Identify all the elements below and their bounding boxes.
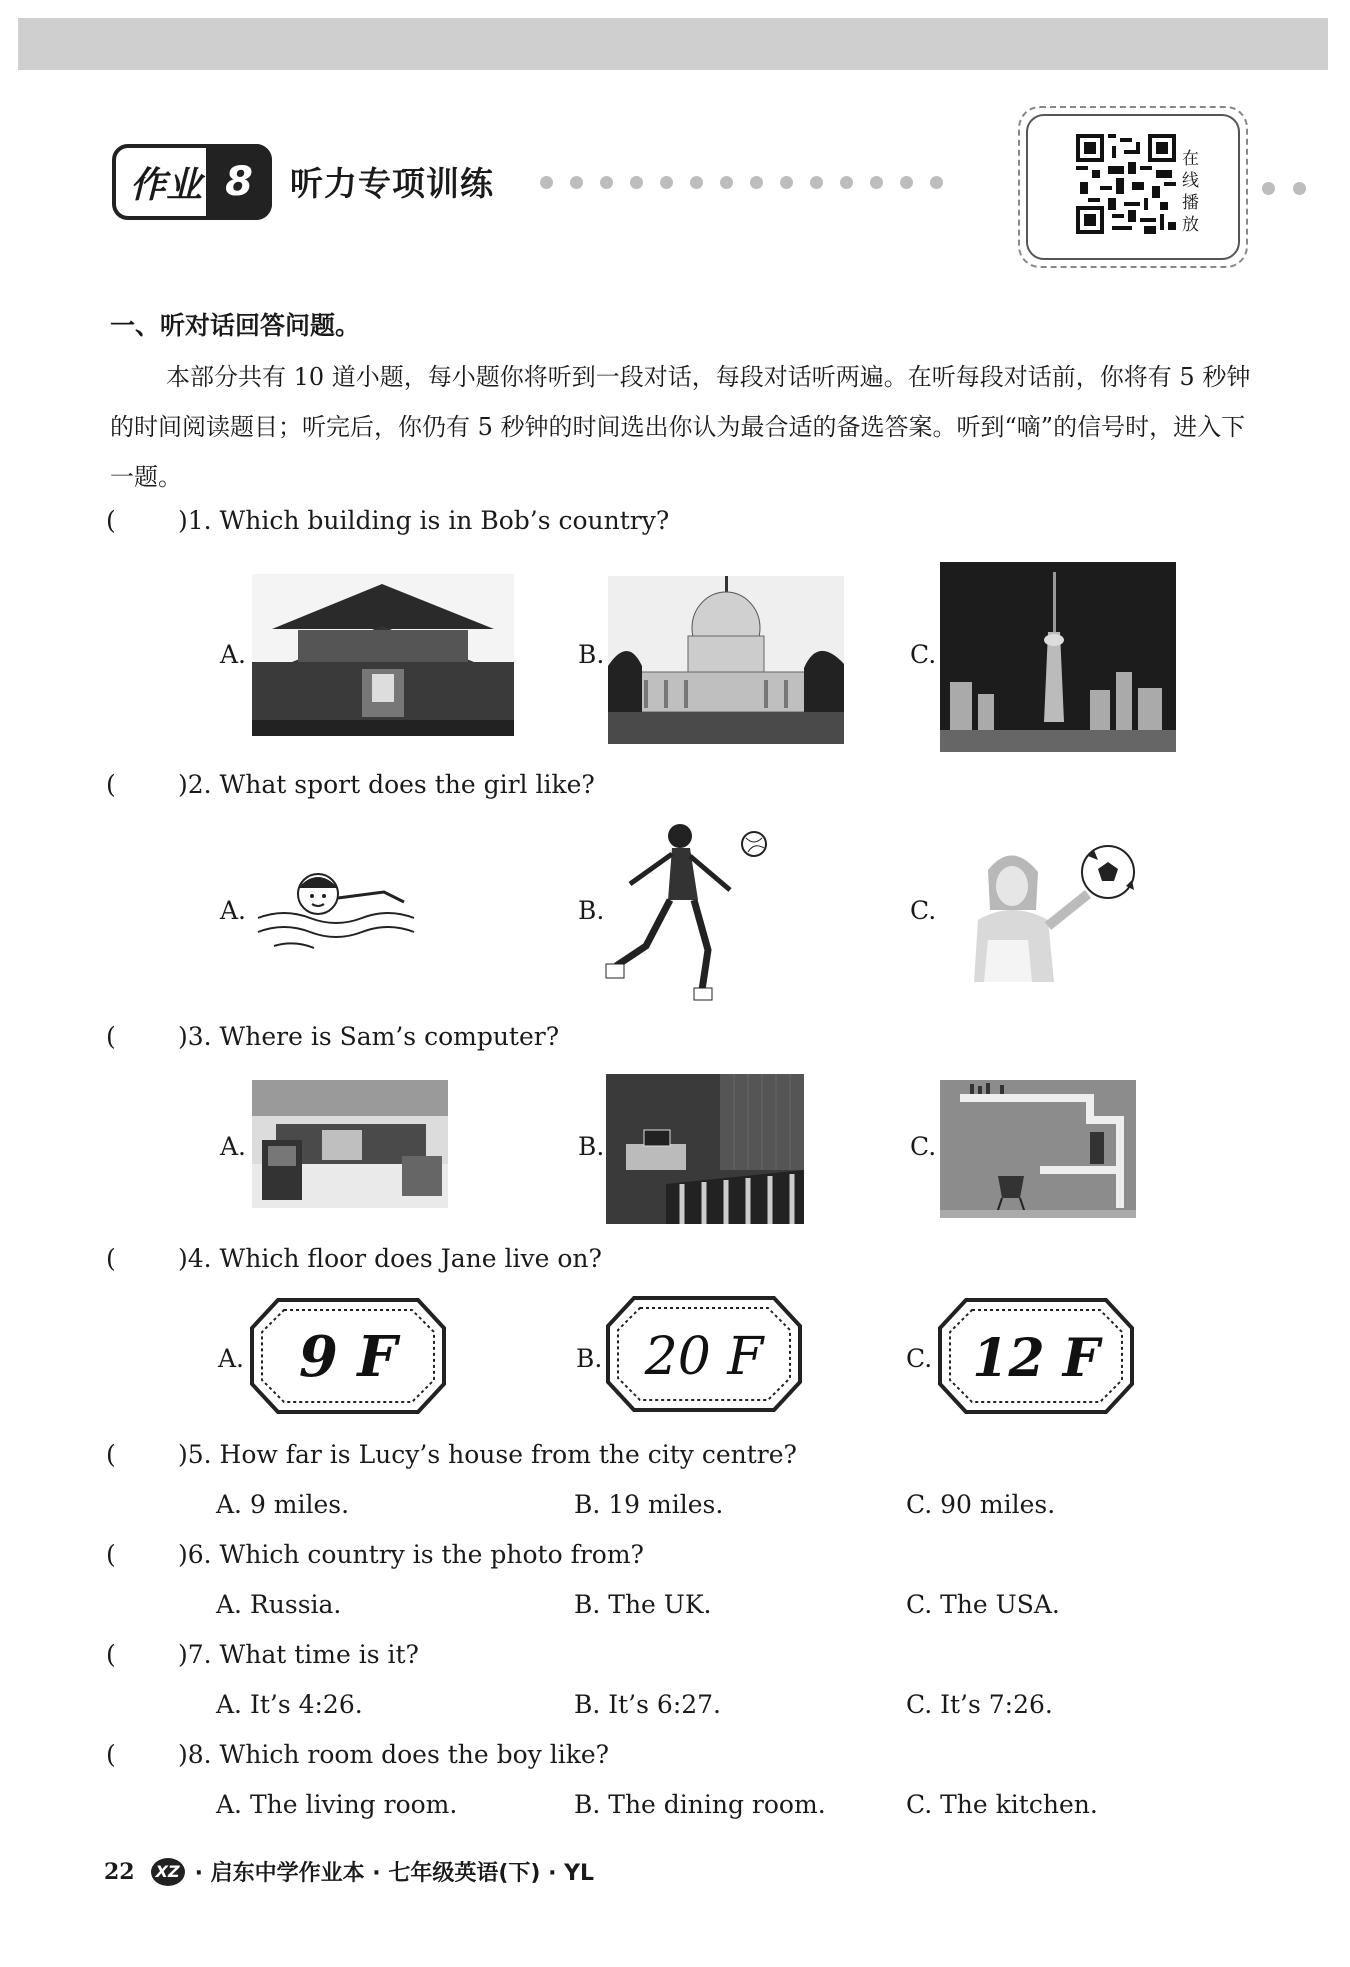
q2-option-a-label: A. — [220, 896, 247, 925]
q3-option-b-label: B. — [578, 1132, 605, 1161]
svg-text:20 F: 20 F — [644, 1327, 764, 1387]
floor-sign-b — [606, 1296, 802, 1412]
q4-option-a-label: A. — [218, 1344, 245, 1373]
q7-option-b: B. It’s 6:27. — [574, 1690, 721, 1719]
publisher-logo: XZ — [151, 1858, 185, 1886]
volleyball-drawing — [602, 820, 778, 1002]
question-7: ( )7. What time is it? — [106, 1640, 419, 1669]
soccer-photo — [938, 840, 1138, 982]
q1-option-c-label: C. — [910, 640, 937, 669]
qr-label: 在 线 播 放 — [1182, 149, 1199, 235]
kitchen-photo — [252, 1080, 448, 1208]
q6-option-b: B. The UK. — [574, 1590, 712, 1619]
svg-text:9 F: 9 F — [298, 1324, 398, 1390]
q1-option-a-label: A. — [220, 640, 247, 669]
qr-code-icon[interactable] — [1076, 134, 1176, 234]
q2-option-b-label: B. — [578, 896, 605, 925]
capitol-photo — [608, 576, 844, 744]
q6-option-c: C. The USA. — [906, 1590, 1060, 1619]
decorative-dots — [540, 176, 943, 189]
q1-option-b-label: B. — [578, 640, 605, 669]
bedroom-photo — [606, 1074, 804, 1224]
qr-code-panel[interactable] — [1018, 106, 1248, 268]
q5-option-b: B. 19 miles. — [574, 1490, 724, 1519]
q7-option-a: A. It’s 4:26. — [216, 1690, 363, 1719]
question-4: ( )4. Which floor does Jane live on? — [106, 1244, 602, 1273]
badge-word: 作业 — [130, 164, 203, 206]
q5-option-c: C. 90 miles. — [906, 1490, 1056, 1519]
section-title: 听力专项训练 — [290, 164, 494, 203]
homework-badge — [112, 144, 272, 220]
q4-option-b-label: B. — [576, 1344, 603, 1373]
part-heading: 一、听对话回答问题。 — [110, 311, 361, 340]
q6-option-a: A. Russia. — [216, 1590, 342, 1619]
q4-option-c-label: C. — [906, 1344, 933, 1373]
question-3: ( )3. Where is Sam’s computer? — [106, 1022, 560, 1051]
question-6: ( )6. Which country is the photo from? — [106, 1540, 644, 1569]
q8-option-a: A. The living room. — [216, 1790, 458, 1819]
swimming-drawing — [254, 858, 416, 958]
q3-option-a-label: A. — [220, 1132, 247, 1161]
q5-option-a: A. 9 miles. — [216, 1490, 350, 1519]
question-2: ( )2. What sport does the girl like? — [106, 770, 595, 799]
book-title: · 启东中学作业本 · 七年级英语(下) · YL — [194, 1861, 595, 1886]
question-5: ( )5. How far is Lucy’s house from the city centre? — [106, 1440, 797, 1469]
floor-sign-a — [250, 1298, 446, 1414]
instructions-paragraph: 本部分共有 10 道小题，每小题你将听到一段对话，每段对话听两遍。在听每段对话前，你将有 5 秒钟的时间阅读题目；听完后，你仍有 5 秒钟的时间选出你认为最合适的备选答案。听到“嘀”的信号时，进入下一题。 — [110, 363, 1251, 491]
q8-option-c: C. The kitchen. — [906, 1790, 1098, 1819]
page-footer — [104, 1856, 594, 1887]
q8-option-b: B. The dining room. — [574, 1790, 826, 1819]
top-band — [18, 18, 1328, 70]
question-1: ( )1. Which building is in Bob’s country? — [106, 506, 670, 535]
tiananmen-photo — [252, 574, 514, 736]
question-8: ( )8. Which room does the boy like? — [106, 1740, 610, 1769]
badge-number: 8 — [206, 144, 272, 220]
q2-option-c-label: C. — [910, 896, 937, 925]
q3-option-c-label: C. — [910, 1132, 937, 1161]
cn-tower-photo — [940, 562, 1176, 752]
decorative-dots-right — [1262, 182, 1306, 195]
floor-sign-c — [938, 1298, 1134, 1414]
study-photo — [940, 1080, 1136, 1218]
page-number: 22 — [104, 1858, 135, 1885]
svg-text:12 F: 12 F — [972, 1328, 1100, 1389]
q7-option-c: C. It’s 7:26. — [906, 1690, 1053, 1719]
